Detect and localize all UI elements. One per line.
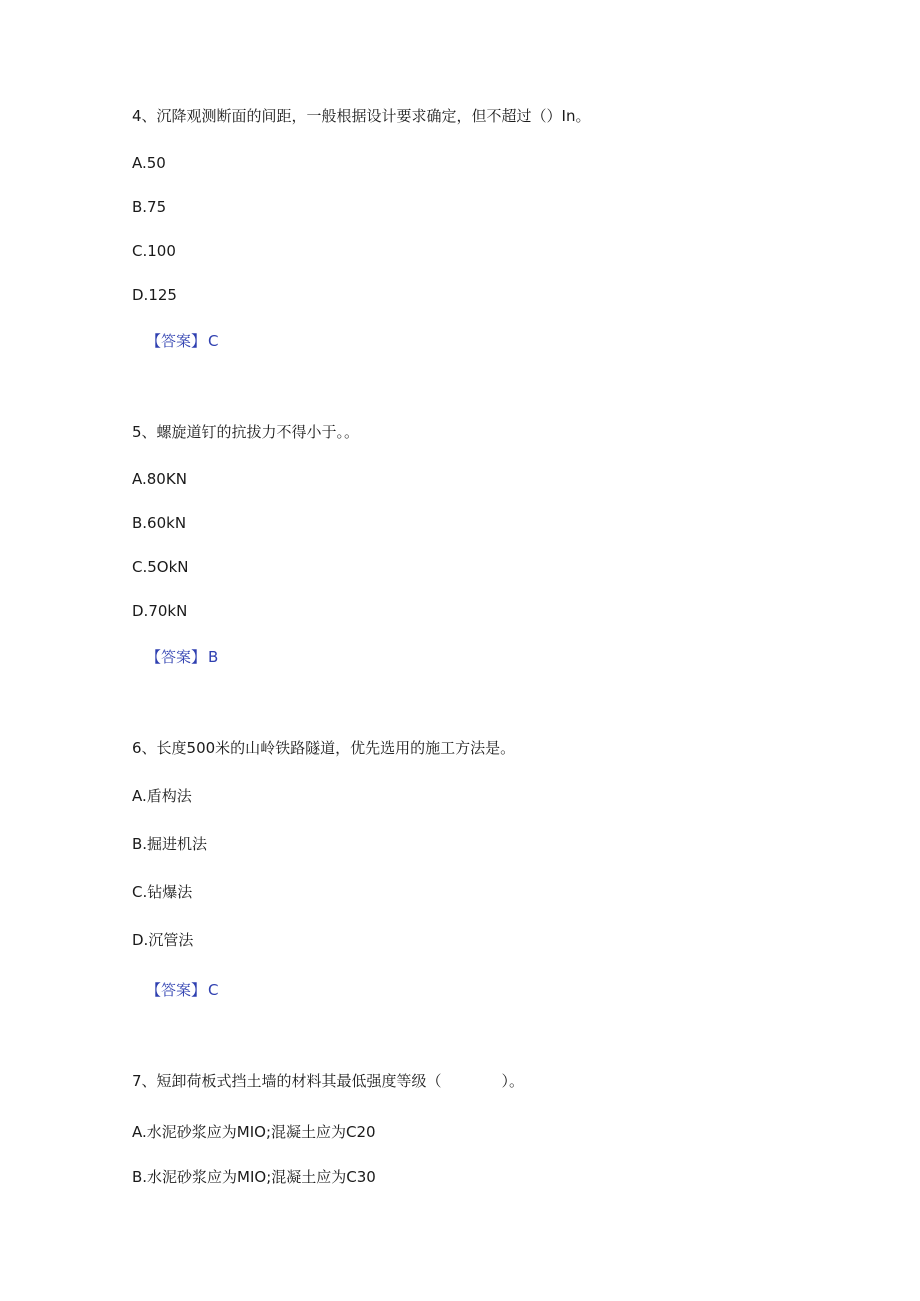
option-d: D.70kN: [132, 602, 188, 620]
answer: [146, 331, 219, 351]
question-stem: 6、长度500米的山岭铁路隧道，优先选用的施工方法是。: [132, 739, 516, 757]
option-d: D.沉管法: [132, 931, 194, 949]
option-c: C.钻爆法: [132, 883, 193, 901]
option-c: C.100: [132, 242, 176, 260]
answer-label: 【答案】: [146, 332, 207, 350]
answer-value: C: [208, 332, 219, 350]
answer: [146, 647, 218, 667]
option-a: A.50: [132, 154, 166, 172]
answer: [146, 980, 219, 1000]
option-a: A.水泥砂浆应为MIO;混凝土应为C20: [132, 1123, 376, 1141]
answer-label: 【答案】: [146, 981, 207, 999]
question-stem: 5、螺旋道钉的抗拔力不得小于。。: [132, 423, 360, 441]
option-a: A.盾构法: [132, 787, 192, 805]
question-stem: 7、短卸荷板式挡土墙的材料其最低强度等级（ ）。: [132, 1072, 525, 1090]
answer-value: B: [208, 648, 219, 666]
question-stem: 4、沉降观测断面的间距，一般根据设计要求确定，但不超过（）In。: [132, 107, 591, 125]
answer-label: 【答案】: [146, 648, 207, 666]
answer-value: C: [208, 981, 219, 999]
option-c: C.5OkN: [132, 558, 189, 576]
option-d: D.125: [132, 286, 177, 304]
option-b: B.75: [132, 198, 167, 216]
option-b: B.掘进机法: [132, 835, 208, 853]
option-b: B.60kN: [132, 514, 187, 532]
option-b: B.水泥砂浆应为MIO;混凝土应为C30: [132, 1168, 376, 1186]
option-a: A.80KN: [132, 470, 187, 488]
